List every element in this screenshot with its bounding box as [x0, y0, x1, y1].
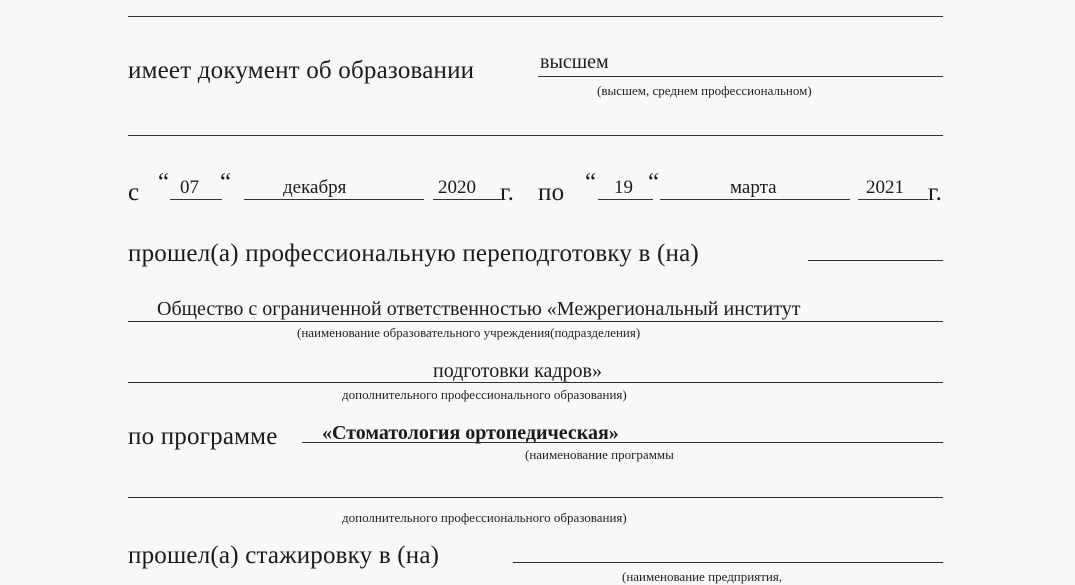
- to-year: 2021: [866, 177, 904, 198]
- from-year: 2020: [438, 177, 476, 198]
- education-underline: [538, 76, 943, 77]
- program-underline-2: [128, 497, 943, 498]
- education-label: имеет документ об образовании: [128, 57, 475, 84]
- institution-underline-1: [128, 321, 943, 322]
- period-to-prefix: по: [538, 179, 565, 206]
- to-day-underline: [598, 199, 653, 200]
- to-month: марта: [730, 177, 777, 198]
- period-from-prefix: с: [128, 179, 140, 206]
- from-close-quote: “: [220, 169, 232, 196]
- internship-caption: (наименование предприятия,: [622, 569, 783, 584]
- internship-underline: [513, 562, 943, 563]
- to-month-underline: [660, 199, 850, 200]
- to-year-suffix: г.: [928, 179, 943, 206]
- from-day-underline: [170, 199, 222, 200]
- to-day: 19: [614, 177, 633, 198]
- program-value: «Стоматология ортопедическая»: [322, 422, 619, 444]
- to-year-underline: [858, 199, 928, 200]
- from-month-underline: [244, 199, 424, 200]
- institution-underline-2: [128, 382, 943, 383]
- internship-label: прошел(а) стажировку в (на): [128, 542, 440, 569]
- education-caption: (высшем, среднем профессиональном): [597, 83, 812, 98]
- program-caption-1: (наименование программы: [525, 447, 674, 462]
- from-open-quote: “: [158, 169, 170, 196]
- retraining-underline: [808, 260, 943, 261]
- institution-line-2: подготовки кадров»: [433, 360, 602, 382]
- program-underline: [302, 442, 943, 443]
- retraining-label: прошел(а) профессиональную переподготовку в (на): [128, 240, 699, 267]
- institution-caption-2: дополнительного профессионального образования): [342, 387, 627, 402]
- from-month: декабря: [283, 177, 347, 198]
- from-year-suffix: г.: [500, 179, 515, 206]
- program-label: по программе: [128, 423, 278, 450]
- institution-line-1: Общество с ограниченной ответственностью «Межрегиональный институт: [157, 298, 801, 320]
- to-open-quote: “: [585, 169, 597, 196]
- from-year-underline: [433, 199, 501, 200]
- institution-caption-1: (наименование образовательного учреждения(подразделения): [297, 325, 641, 340]
- top-rule: [128, 16, 943, 17]
- to-close-quote: “: [648, 169, 660, 196]
- education-value: высшем: [540, 51, 609, 73]
- from-day: 07: [180, 177, 199, 198]
- blank-rule-1: [128, 135, 943, 136]
- program-caption-2: дополнительного профессионального образования): [342, 510, 627, 525]
